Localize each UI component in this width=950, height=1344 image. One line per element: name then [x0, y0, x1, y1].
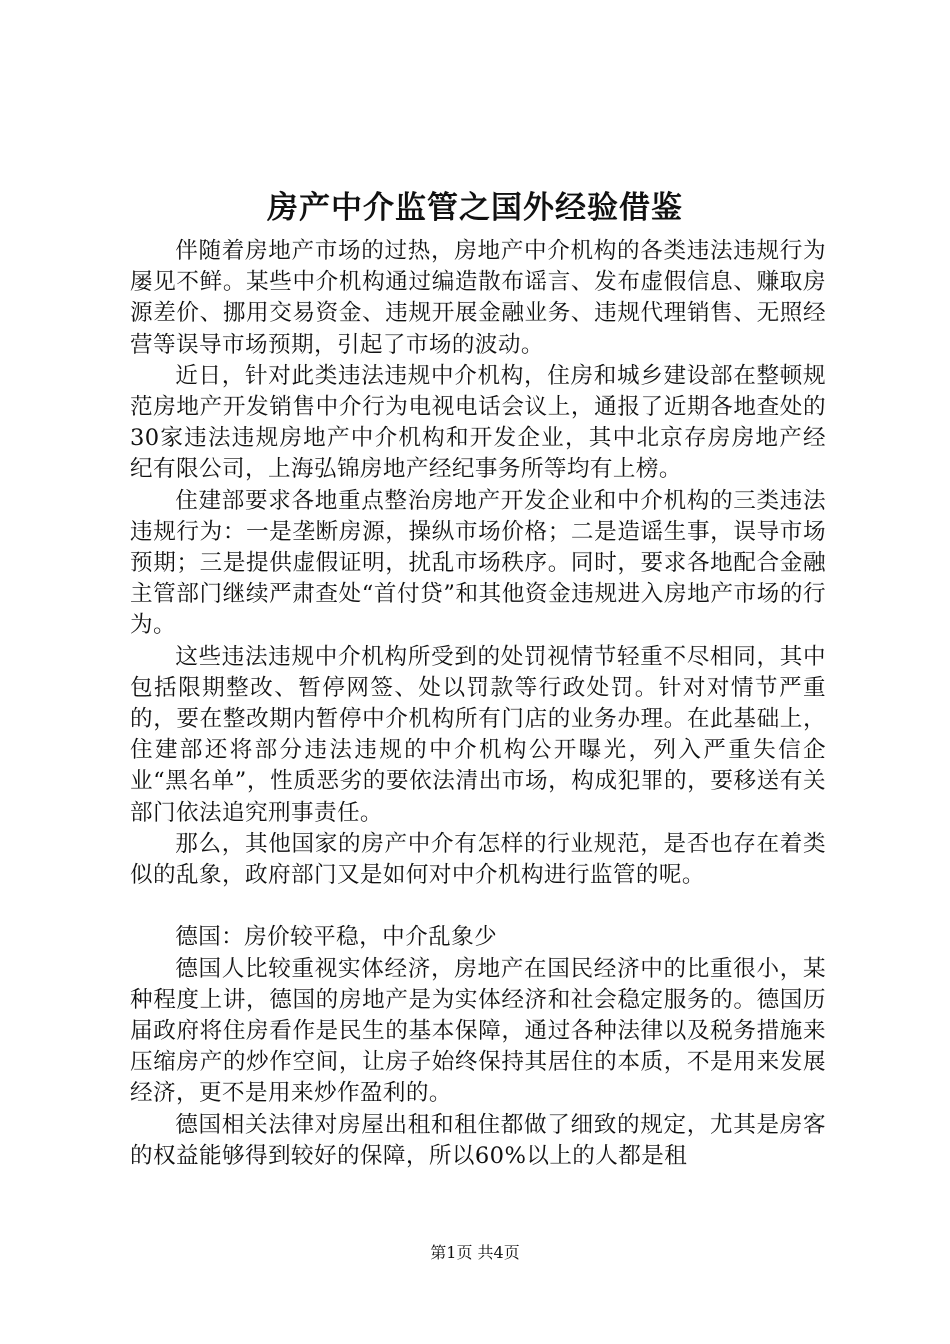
document-title: 房产中介监管之国外经验借鉴 — [267, 190, 683, 226]
page-footer: 第1页 共4页 — [430, 1243, 520, 1262]
document-body — [130, 236, 826, 1172]
paragraph: 住建部要求各地重点整治房地产开发企业和中介机构的三类违法违规行为：一是垄断房源，操纵市场价格；二是造谣生事，误导市场预期；三是提供虚假证明，扰乱市场秩序。同时，要求各地配合金融主管部门继续严肃查处“首付贷”和其他资金违规进入房地产市场的行为。 — [130, 487, 826, 639]
paragraph: 德国人比较重视实体经济，房地产在国民经济中的比重很小，某种程度上讲，德国的房地产是为实体经济和社会稳定服务的。德国历届政府将住房看作是民生的基本保障，通过各种法律以及税务措施来压缩房产的炒作空间，让房子始终保持其居住的本质，不是用来发展经济，更不是用来炒作盈利的。 — [130, 955, 826, 1107]
paragraph: 德国相关法律对房屋出租和租住都做了细致的规定，尤其是房客的权益能够得到较好的保障，所以60%以上的人都是租 — [130, 1111, 826, 1169]
paragraph: 近日，针对此类违法违规中介机构，住房和城乡建设部在整顿规范房地产开发销售中介行为电视电话会议上，通报了近期各地查处的30家违法违规房地产中介机构和开发企业，其中北京存房房地产经纪有限公司，上海弘锦房地产经纪事务所等均有上榜。 — [130, 362, 826, 483]
blank-line — [130, 891, 826, 922]
paragraph: 这些违法违规中介机构所受到的处罚视情节轻重不尽相同，其中包括限期整改、暂停网签、处以罚款等行政处罚。针对对情节严重的，要在整改期内暂停中介机构所有门店的业务办理。在此基础上，住建部还将部分违法违规的中介机构公开曝光，列入严重失信企业“黑名单”，性质恶劣的要依法清出市场，构成犯罪的，要移送有关部门依法追究刑事责任。 — [130, 643, 826, 826]
section-heading: 德国：房价较平稳，中介乱象少 — [175, 924, 498, 951]
paragraph: 那么，其他国家的房产中介有怎样的行业规范，是否也存在着类似的乱象，政府部门又是如何对中介机构进行监管的呢。 — [130, 830, 826, 889]
paragraph: 伴随着房地产市场的过热，房地产中介机构的各类违法违规行为屡见不鲜。某些中介机构通过编造散布谣言、发布虚假信息、赚取房源差价、挪用交易资金、违规开展金融业务、违规代理销售、无照经营等误导市场预期，引起了市场的波动。 — [130, 238, 826, 358]
